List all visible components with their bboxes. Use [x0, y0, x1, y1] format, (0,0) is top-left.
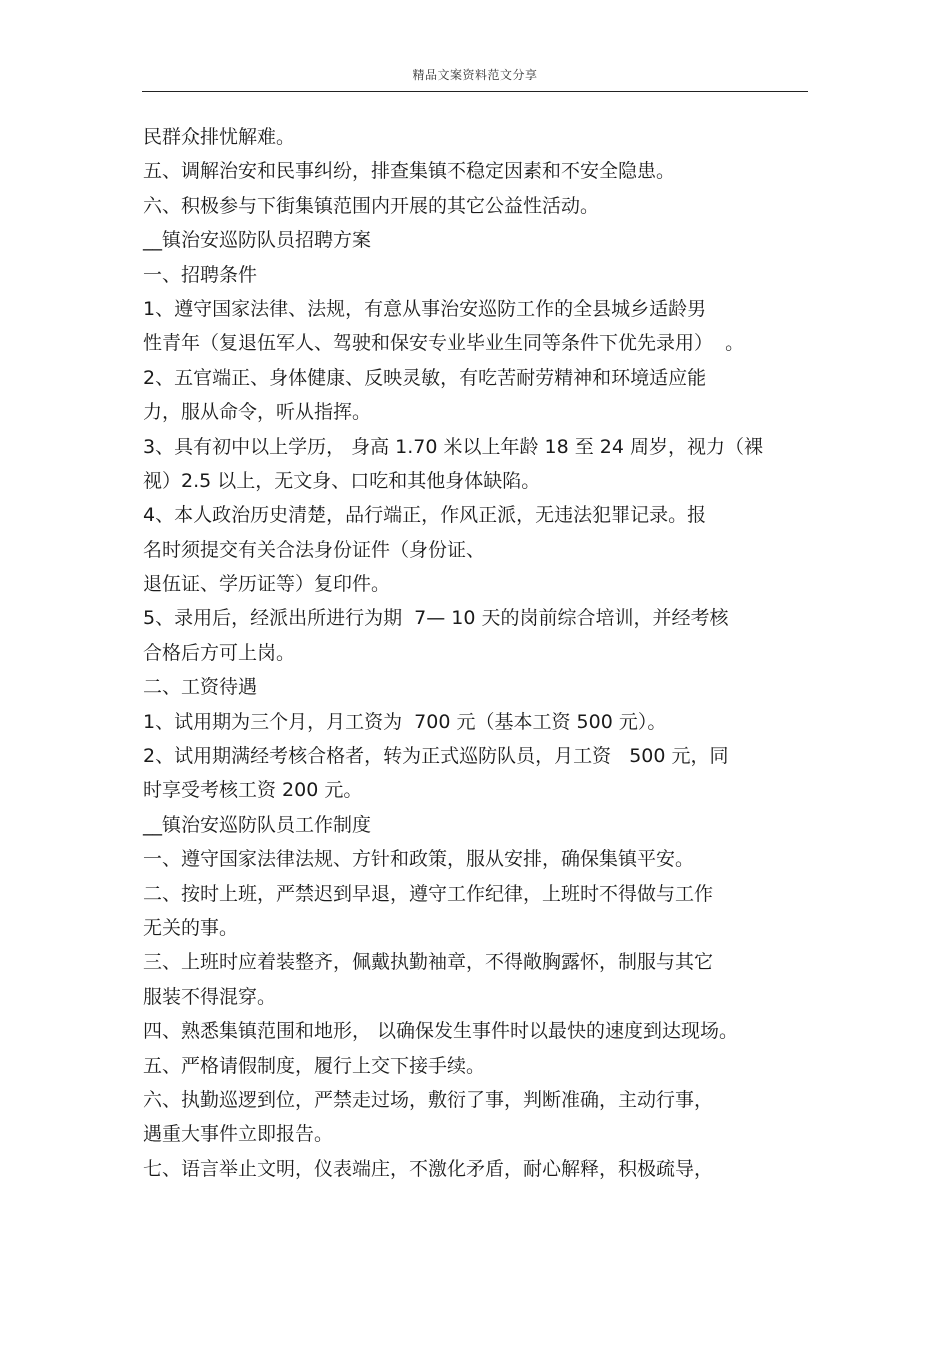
- text-line: 合格后方可上岗。: [143, 641, 296, 664]
- page-header-title: 精品文案资料范文分享: [412, 68, 538, 82]
- text-line: 力，服从命令，听从指挥。: [143, 401, 372, 424]
- text-line: 2、试用期满经考核合格者，转为正式巡防队员，月工资 500 元，同: [143, 745, 729, 768]
- text-line: 民群众排忧解难。: [143, 126, 296, 148]
- text-line: 1、遵守国家法律、法规，有意从事治安巡防工作的全县城乡适龄男: [143, 297, 707, 320]
- text-line: 无关的事。: [143, 916, 239, 939]
- subsection-heading: 二、工资待遇: [143, 676, 258, 699]
- text-line: 二、按时上班，严禁迟到早退，遵守工作纪律，上班时不得做与工作: [143, 882, 714, 905]
- section-heading: __镇治安巡防队员招聘方案: [143, 229, 372, 252]
- text-line: 三、上班时应着装整齐，佩戴执勤袖章，不得敞胸露怀，制服与其它: [143, 951, 714, 974]
- text-line: 服装不得混穿。: [143, 985, 277, 1008]
- text-line: 退伍证、学历证等）复印件。: [143, 573, 391, 596]
- text-line: 4、本人政治历史清楚，品行端正，作风正派，无违法犯罪记录。报: [143, 504, 707, 527]
- text-line: 1、试用期为三个月，月工资为 700 元（基本工资 500 元）。: [143, 710, 667, 733]
- text-line: 六、积极参与下街集镇范围内开展的其它公益性活动。: [143, 194, 600, 217]
- text-line: 视）2.5 以上，无文身、口吃和其他身体缺陷。: [143, 469, 541, 492]
- text-line: 五、严格请假制度，履行上交下接手续。: [143, 1054, 486, 1077]
- section-heading: __镇治安巡防队员工作制度: [143, 813, 372, 836]
- document-body: [143, 120, 813, 1186]
- text-line: 五、调解治安和民事纠纷，排查集镇不稳定因素和不安全隐患。: [143, 160, 676, 183]
- text-line: 性青年（复退伍军人、驾驶和保安专业毕业生同等条件下优先录用） 。: [143, 332, 745, 355]
- text-line: 时享受考核工资 200 元。: [143, 779, 363, 802]
- text-line: 六、执勤巡逻到位，严禁走过场，敷衍了事，判断准确，主动行事，: [143, 1088, 714, 1111]
- text-line: 四、熟悉集镇范围和地形， 以确保发生事件时以最快的速度到达现场。: [143, 1020, 739, 1043]
- text-line: 一、遵守国家法律法规、方针和政策，服从安排，确保集镇平安。: [143, 848, 695, 871]
- text-line: 3、具有初中以上学历， 身高 1.70 米以上年龄 18 至 24 周岁，视力（裸: [143, 435, 764, 458]
- text-line: 名时须提交有关合法身份证件（身份证、: [143, 538, 486, 561]
- text-line: 2、五官端正、身体健康、反映灵敏，有吃苦耐劳精神和环境适应能: [143, 366, 707, 389]
- subsection-heading: 一、招聘条件: [143, 263, 258, 286]
- text-line: 七、语言举止文明，仪表端庄，不激化矛盾，耐心解释，积极疏导，: [143, 1157, 714, 1180]
- text-line: 遇重大事件立即报告。: [143, 1123, 334, 1146]
- text-line: 5、录用后，经派出所进行为期 7— 10 天的岗前综合培训，并经考核: [143, 607, 729, 630]
- header-divider: [142, 91, 808, 92]
